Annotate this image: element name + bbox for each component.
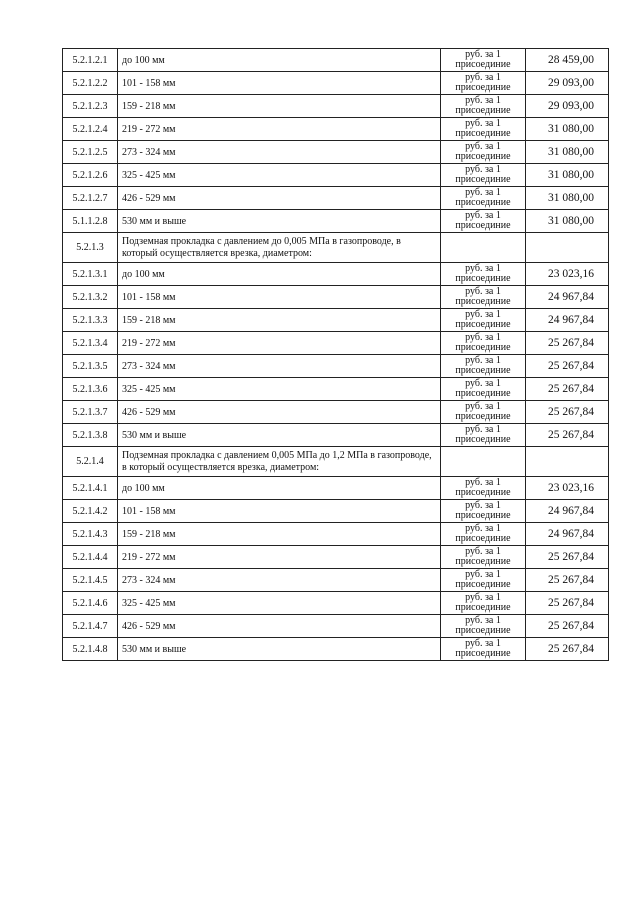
row-unit-line2: присоединие bbox=[455, 319, 511, 330]
row-price: 24 967,84 bbox=[526, 309, 609, 332]
row-name: 101 - 158 мм bbox=[118, 72, 441, 95]
table-row bbox=[63, 378, 609, 401]
row-code: 5.2.1.3.1 bbox=[63, 263, 118, 286]
row-code: 5.2.1.4.5 bbox=[63, 569, 118, 592]
row-unit-line2: присоединие bbox=[455, 487, 511, 498]
row-unit bbox=[441, 332, 526, 355]
table-row bbox=[63, 95, 609, 118]
row-price bbox=[526, 447, 609, 477]
row-unit-line2: присоединие bbox=[455, 59, 511, 70]
row-unit-line1: руб. за 1 bbox=[465, 118, 501, 129]
row-name: 325 - 425 мм bbox=[118, 164, 441, 187]
row-name: до 100 мм bbox=[118, 263, 441, 286]
row-unit-line2: присоединие bbox=[455, 273, 511, 284]
row-unit-line1: руб. за 1 bbox=[465, 638, 501, 649]
row-price: 31 080,00 bbox=[526, 164, 609, 187]
row-name: 273 - 324 мм bbox=[118, 141, 441, 164]
row-unit-line1: руб. за 1 bbox=[465, 500, 501, 511]
row-price: 31 080,00 bbox=[526, 187, 609, 210]
row-unit-line1: руб. за 1 bbox=[465, 309, 501, 320]
row-unit-line1: руб. за 1 bbox=[465, 355, 501, 366]
row-unit-line1: руб. за 1 bbox=[465, 546, 501, 557]
tariff-table bbox=[62, 48, 609, 661]
row-unit-line1: руб. за 1 bbox=[465, 72, 501, 83]
table-row bbox=[63, 546, 609, 569]
row-price: 29 093,00 bbox=[526, 72, 609, 95]
table-row bbox=[63, 424, 609, 447]
row-price bbox=[526, 233, 609, 263]
table-row bbox=[63, 49, 609, 72]
row-unit bbox=[441, 447, 526, 477]
row-unit-line2: присоединие bbox=[455, 648, 511, 659]
row-unit-line2: присоединие bbox=[455, 579, 511, 590]
row-unit bbox=[441, 592, 526, 615]
tariff-table-body bbox=[63, 49, 609, 661]
row-code: 5.2.1.4.3 bbox=[63, 523, 118, 546]
row-code: 5.2.1.2.3 bbox=[63, 95, 118, 118]
row-code: 5.2.1.3.3 bbox=[63, 309, 118, 332]
row-unit-line2: присоединие bbox=[455, 533, 511, 544]
row-unit bbox=[441, 118, 526, 141]
row-name: 325 - 425 мм bbox=[118, 592, 441, 615]
row-code: 5.2.1.4.2 bbox=[63, 500, 118, 523]
row-unit bbox=[441, 95, 526, 118]
row-price: 31 080,00 bbox=[526, 210, 609, 233]
row-name: 159 - 218 мм bbox=[118, 95, 441, 118]
row-price: 25 267,84 bbox=[526, 569, 609, 592]
row-unit bbox=[441, 49, 526, 72]
row-code: 5.2.1.2.7 bbox=[63, 187, 118, 210]
row-code: 5.2.1.3 bbox=[63, 233, 118, 263]
row-unit-line1: руб. за 1 bbox=[465, 286, 501, 297]
table-row bbox=[63, 447, 609, 477]
table-row bbox=[63, 210, 609, 233]
row-unit bbox=[441, 546, 526, 569]
row-code: 5.2.1.3.7 bbox=[63, 401, 118, 424]
row-price: 28 459,00 bbox=[526, 49, 609, 72]
row-price: 29 093,00 bbox=[526, 95, 609, 118]
row-unit bbox=[441, 523, 526, 546]
row-unit bbox=[441, 210, 526, 233]
row-price: 31 080,00 bbox=[526, 118, 609, 141]
row-unit-line1: руб. за 1 bbox=[465, 401, 501, 412]
row-price: 23 023,16 bbox=[526, 263, 609, 286]
row-code: 5.2.1.4.7 bbox=[63, 615, 118, 638]
table-row bbox=[63, 355, 609, 378]
row-name: Подземная прокладка с давлением 0,005 МПа до 1,2 МПа в газопроводе, в который осуществляется врезка, диаметром: bbox=[118, 447, 441, 477]
row-unit bbox=[441, 286, 526, 309]
row-price: 25 267,84 bbox=[526, 638, 609, 661]
row-unit bbox=[441, 569, 526, 592]
row-unit bbox=[441, 638, 526, 661]
row-unit bbox=[441, 477, 526, 500]
row-unit-line2: присоединие bbox=[455, 151, 511, 162]
row-code: 5.2.1.4.1 bbox=[63, 477, 118, 500]
row-code: 5.2.1.4.6 bbox=[63, 592, 118, 615]
row-code: 5.2.1.4.4 bbox=[63, 546, 118, 569]
table-row bbox=[63, 332, 609, 355]
row-price: 31 080,00 bbox=[526, 141, 609, 164]
row-unit-line2: присоединие bbox=[455, 174, 511, 185]
row-name: 325 - 425 мм bbox=[118, 378, 441, 401]
table-row bbox=[63, 263, 609, 286]
row-unit-line2: присоединие bbox=[455, 388, 511, 399]
row-unit-line1: руб. за 1 bbox=[465, 187, 501, 198]
table-row bbox=[63, 141, 609, 164]
row-name: 273 - 324 мм bbox=[118, 355, 441, 378]
row-unit-line1: руб. за 1 bbox=[465, 49, 501, 60]
row-unit-line2: присоединие bbox=[455, 82, 511, 93]
row-unit-line1: руб. за 1 bbox=[465, 141, 501, 152]
row-name: 530 мм и выше bbox=[118, 638, 441, 661]
table-row bbox=[63, 523, 609, 546]
row-name: 101 - 158 мм bbox=[118, 500, 441, 523]
row-unit-line1: руб. за 1 bbox=[465, 424, 501, 435]
row-unit bbox=[441, 263, 526, 286]
row-unit bbox=[441, 141, 526, 164]
row-unit bbox=[441, 424, 526, 447]
row-name: 426 - 529 мм bbox=[118, 401, 441, 424]
row-code: 5.2.1.2.6 bbox=[63, 164, 118, 187]
row-price: 25 267,84 bbox=[526, 332, 609, 355]
row-name: 219 - 272 мм bbox=[118, 546, 441, 569]
row-code: 5.2.1.2.2 bbox=[63, 72, 118, 95]
row-unit-line2: присоединие bbox=[455, 342, 511, 353]
table-row bbox=[63, 164, 609, 187]
row-unit bbox=[441, 378, 526, 401]
row-code: 5.2.1.3.2 bbox=[63, 286, 118, 309]
row-price: 25 267,84 bbox=[526, 424, 609, 447]
tariff-table-page bbox=[62, 48, 608, 661]
row-unit-line2: присоединие bbox=[455, 365, 511, 376]
row-unit bbox=[441, 72, 526, 95]
table-row bbox=[63, 401, 609, 424]
row-unit-line1: руб. за 1 bbox=[465, 592, 501, 603]
row-code: 5.2.1.3.8 bbox=[63, 424, 118, 447]
row-unit-line2: присоединие bbox=[455, 411, 511, 422]
table-row bbox=[63, 615, 609, 638]
row-unit-line1: руб. за 1 bbox=[465, 164, 501, 175]
row-code: 5.2.1.3.6 bbox=[63, 378, 118, 401]
table-row bbox=[63, 72, 609, 95]
row-unit-line2: присоединие bbox=[455, 434, 511, 445]
row-unit-line1: руб. за 1 bbox=[465, 95, 501, 106]
row-name: 159 - 218 мм bbox=[118, 523, 441, 546]
row-unit bbox=[441, 187, 526, 210]
row-name: 426 - 529 мм bbox=[118, 187, 441, 210]
row-unit-line2: присоединие bbox=[455, 556, 511, 567]
row-price: 25 267,84 bbox=[526, 615, 609, 638]
row-unit bbox=[441, 355, 526, 378]
row-unit bbox=[441, 309, 526, 332]
row-price: 24 967,84 bbox=[526, 523, 609, 546]
row-unit-line1: руб. за 1 bbox=[465, 332, 501, 343]
row-name: 273 - 324 мм bbox=[118, 569, 441, 592]
row-unit-line2: присоединие bbox=[455, 625, 511, 636]
row-unit-line1: руб. за 1 bbox=[465, 210, 501, 221]
row-unit bbox=[441, 500, 526, 523]
row-unit-line2: присоединие bbox=[455, 128, 511, 139]
row-name: 219 - 272 мм bbox=[118, 332, 441, 355]
row-unit-line1: руб. за 1 bbox=[465, 263, 501, 274]
row-unit-line2: присоединие bbox=[455, 602, 511, 613]
row-code: 5.2.1.4.8 bbox=[63, 638, 118, 661]
row-unit-line1: руб. за 1 bbox=[465, 569, 501, 580]
row-unit-line1: руб. за 1 bbox=[465, 523, 501, 534]
row-price: 25 267,84 bbox=[526, 355, 609, 378]
row-unit-line2: присоединие bbox=[455, 296, 511, 307]
table-row bbox=[63, 118, 609, 141]
row-unit-line1: руб. за 1 bbox=[465, 477, 501, 488]
row-price: 25 267,84 bbox=[526, 592, 609, 615]
row-unit bbox=[441, 615, 526, 638]
row-name: 101 - 158 мм bbox=[118, 286, 441, 309]
table-row bbox=[63, 500, 609, 523]
row-name: 426 - 529 мм bbox=[118, 615, 441, 638]
row-unit-line2: присоединие bbox=[455, 220, 511, 231]
row-code: 5.2.1.2.4 bbox=[63, 118, 118, 141]
row-unit-line2: присоединие bbox=[455, 197, 511, 208]
row-unit-line2: присоединие bbox=[455, 105, 511, 116]
row-unit bbox=[441, 233, 526, 263]
row-name: до 100 мм bbox=[118, 477, 441, 500]
row-code: 5.2.1.3.4 bbox=[63, 332, 118, 355]
row-name: Подземная прокладка с давлением до 0,005 МПа в газопроводе, в который осуществляется врезка, диаметром: bbox=[118, 233, 441, 263]
row-name: 159 - 218 мм bbox=[118, 309, 441, 332]
row-unit bbox=[441, 401, 526, 424]
row-unit-line2: присоединие bbox=[455, 510, 511, 521]
row-unit bbox=[441, 164, 526, 187]
row-unit-line1: руб. за 1 bbox=[465, 378, 501, 389]
row-name: 530 мм и выше bbox=[118, 210, 441, 233]
row-code: 5.2.1.4 bbox=[63, 447, 118, 477]
table-row bbox=[63, 286, 609, 309]
row-name: 530 мм и выше bbox=[118, 424, 441, 447]
row-unit-line1: руб. за 1 bbox=[465, 615, 501, 626]
row-price: 24 967,84 bbox=[526, 286, 609, 309]
table-row bbox=[63, 638, 609, 661]
row-price: 24 967,84 bbox=[526, 500, 609, 523]
table-row bbox=[63, 592, 609, 615]
row-code: 5.2.1.3.5 bbox=[63, 355, 118, 378]
row-price: 25 267,84 bbox=[526, 546, 609, 569]
row-name: до 100 мм bbox=[118, 49, 441, 72]
row-price: 25 267,84 bbox=[526, 401, 609, 424]
row-price: 25 267,84 bbox=[526, 378, 609, 401]
row-code: 5.2.1.2.1 bbox=[63, 49, 118, 72]
row-code: 5.2.1.2.5 bbox=[63, 141, 118, 164]
table-row bbox=[63, 309, 609, 332]
row-code: 5.1.1.2.8 bbox=[63, 210, 118, 233]
table-row bbox=[63, 569, 609, 592]
table-row bbox=[63, 233, 609, 263]
row-price: 23 023,16 bbox=[526, 477, 609, 500]
row-name: 219 - 272 мм bbox=[118, 118, 441, 141]
table-row bbox=[63, 187, 609, 210]
table-row bbox=[63, 477, 609, 500]
